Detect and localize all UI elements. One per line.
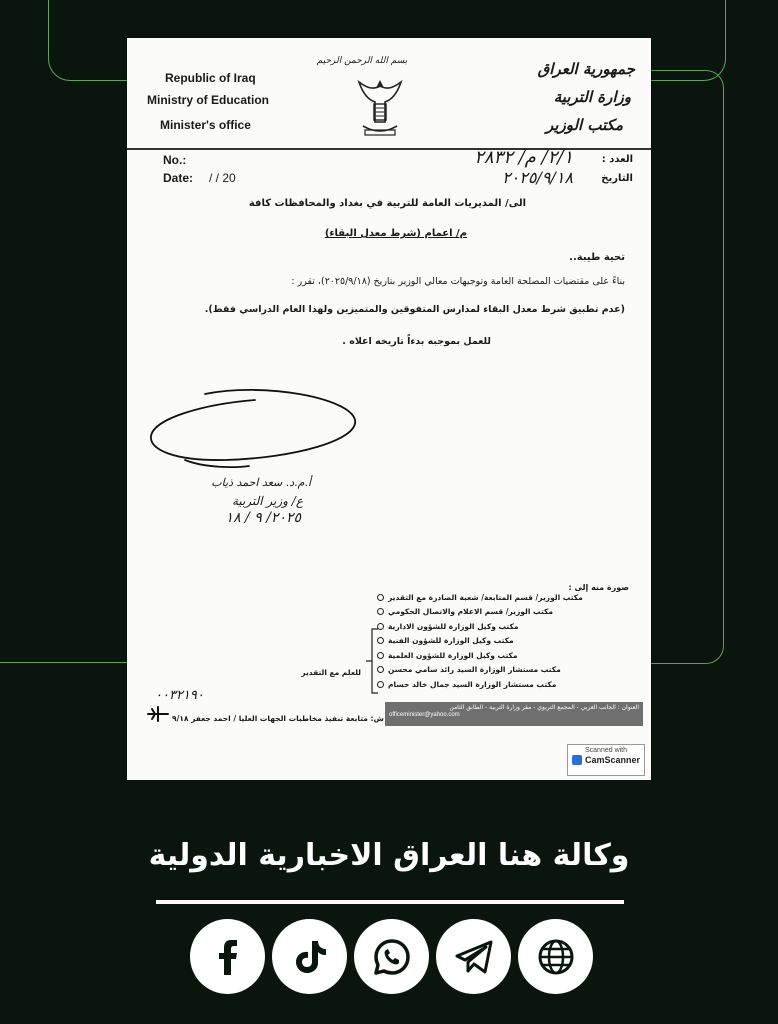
basmala: بسم الله الرحمن الرحيم — [316, 56, 408, 66]
letter-greeting: تحية طيبة.. — [569, 252, 625, 263]
footer-address: العنوان : الجانب الغربي - المجمع التربوي - مقر وزارة التربية - الطابق الثامن — [449, 704, 639, 711]
iraq-emblem-icon — [355, 76, 405, 140]
copies-bracket-note: للعلم مع التقدير — [301, 668, 361, 677]
bullet-icon — [377, 594, 384, 601]
whatsapp-link[interactable] — [354, 919, 429, 994]
letter-recipient: الى/ المديريات العامة للتربية في بغداد والمحافظات كافة — [248, 198, 526, 209]
tiktok-icon — [288, 935, 332, 979]
bullet-icon — [377, 608, 384, 615]
ref-date-value: / / 20 — [209, 171, 236, 185]
copies-list — [377, 590, 647, 692]
list-item: مكتب الوزير/ قسم الاعلام والاتصال الحكومي — [377, 605, 647, 620]
copies-heading: صورة منه إلى : — [568, 583, 629, 592]
scanner-line1: Scanned with — [584, 747, 628, 754]
footer-contact: officeminister@yahoo.com — [389, 712, 460, 718]
signature-name: أ.م.د. سعد احمد ذياب — [211, 476, 311, 489]
letterhead-en-line2: Ministry of Education — [147, 93, 270, 107]
list-item: مكتب الوزير/ قسم المتابعة/ شعبة الصادرة مع التقدير — [377, 590, 647, 605]
list-item: مكتب مستشار الوزارة السيد رائد سامي محسن — [377, 663, 647, 678]
whatsapp-icon — [370, 935, 414, 979]
copies-bracket — [365, 628, 379, 694]
list-item: مكتب وكيل الوزارة للشؤون الادارية — [377, 619, 647, 634]
signature-date: ٢٠٢٥/ ٩ / ١٨ — [225, 510, 301, 526]
letter-body1: بناءً على مقتضيات المصلحة العامة وتوجيهات معالي الوزير بتاريخ (٢٠٢٥/٩/١٨)، تقرر : — [291, 276, 625, 287]
agency-name: وكالة هنا العراق الاخبارية الدولية — [148, 838, 630, 873]
scanned-document — [127, 38, 651, 780]
ref-ar-date-value: ٢٠٢٥/٩/١٨ — [502, 168, 573, 187]
ref-ar-number-label: العدد : — [601, 154, 633, 165]
footer-followup: ش: متابعة تنفيذ مخاطبات الجهات العليا / احمد جعفر ٩/١٨ — [172, 714, 384, 723]
letterhead-ar-line2: وزارة التربية — [553, 88, 631, 106]
signature-scribble — [145, 386, 365, 476]
tiktok-link[interactable] — [272, 919, 347, 994]
agency-name-rule — [156, 900, 624, 904]
facebook-link[interactable] — [190, 919, 265, 994]
frame-line-right — [651, 70, 724, 664]
ref-date-label: Date: — [163, 171, 194, 185]
list-item: مكتب وكيل الوزارة للشؤون العلمية — [377, 648, 647, 663]
letter-closing: للعمل بموجبه بدءاً تاريخه اعلاه . — [342, 336, 491, 347]
letter-body2: (عدم تطبيق شرط معدل البقاء لمدارس المتفوقين والمتميزين ولهذا العام الدراسي فقط). — [204, 304, 625, 315]
airplane-icon — [147, 706, 169, 722]
camscanner-badge — [567, 744, 645, 776]
letterhead-en-line1: Republic of Iraq — [165, 71, 256, 85]
ref-no-label: No.: — [163, 153, 187, 167]
scanner-line2: CamScanner — [584, 755, 641, 765]
footer-address-bar — [385, 702, 643, 726]
letterhead-ar-line3: مكتب الوزير — [546, 116, 623, 134]
list-item: مكتب مستشار الوزارة السيد جمال خالد حسام — [377, 677, 647, 692]
ref-ar-number-value: ٢/١/ م/ ٢٨٣٢ — [474, 147, 573, 168]
footer-serial: ٠٠٣٢١٩٠ — [155, 688, 204, 703]
list-item: مكتب وكيل الوزارة للشؤون الفنية — [377, 634, 647, 649]
letterhead-ar-line1: جمهورية العراق — [537, 60, 635, 78]
ref-ar-date-label: التاريخ — [601, 173, 633, 184]
camscanner-logo-icon — [572, 755, 582, 765]
frame-line-left — [0, 662, 128, 663]
signature-title: ع/ وزير التربية — [231, 494, 303, 508]
facebook-icon — [206, 935, 250, 979]
globe-icon — [534, 935, 578, 979]
website-link[interactable] — [518, 919, 593, 994]
letter-subject: م/ اعمام (شرط معدل البقاء) — [324, 228, 467, 239]
letterhead-en-line3: Minister's office — [160, 118, 251, 132]
telegram-icon — [452, 935, 496, 979]
telegram-link[interactable] — [436, 919, 511, 994]
